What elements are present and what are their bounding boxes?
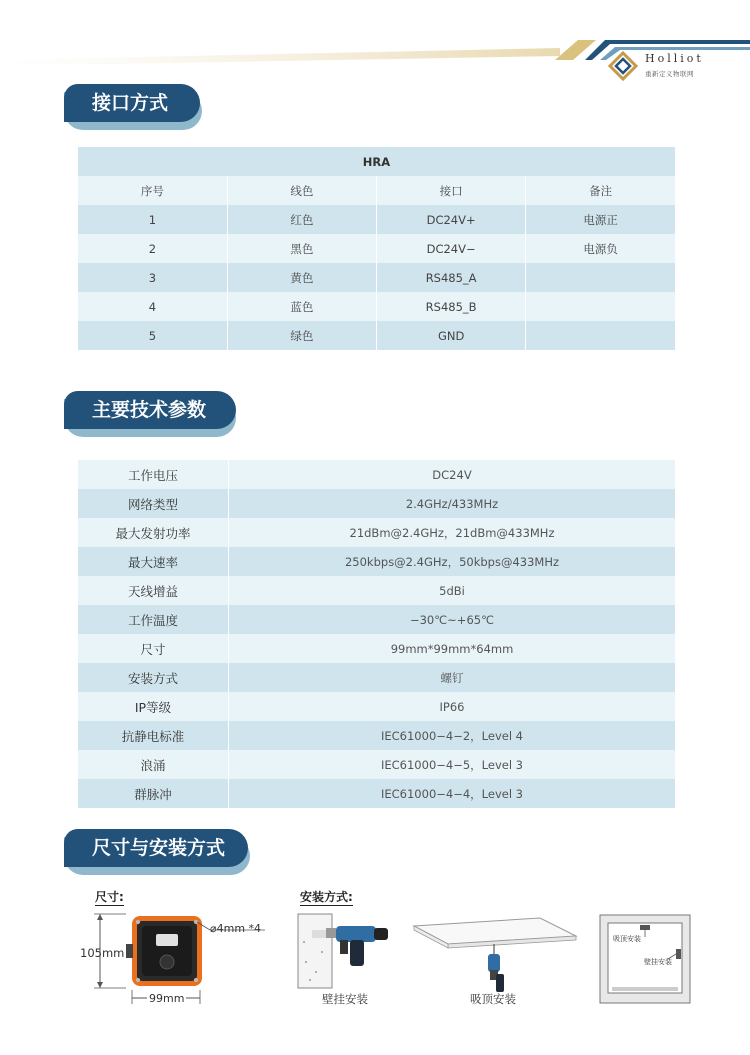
- table-cell: RS485_B: [377, 292, 526, 321]
- ceiling-mount-illustration: [410, 914, 580, 994]
- table-row: [78, 692, 675, 721]
- table-cell: 黄色: [227, 263, 376, 292]
- table-cell: 5: [78, 321, 227, 350]
- size-label: 尺寸:: [95, 890, 124, 904]
- table-cell: −30℃~+65℃: [229, 605, 676, 634]
- table-cell: [526, 263, 675, 292]
- table-cell: IEC61000−4−5，Level 3: [229, 750, 676, 779]
- table-cell: 尺寸: [78, 634, 229, 663]
- table-cell: DC24V+: [377, 205, 526, 234]
- table-cell: 4: [78, 292, 227, 321]
- table-cell: 21dBm@2.4GHz，21dBm@433MHz: [229, 518, 676, 547]
- table-cell: 5dBi: [229, 576, 676, 605]
- table-cell: 群脉冲: [78, 779, 229, 808]
- column-header: 备注: [526, 176, 675, 205]
- table-row: [78, 292, 675, 321]
- width-dimension: 99mm: [149, 992, 185, 1005]
- table-row: [78, 234, 675, 263]
- hole-dimension: ⌀4mm *4: [210, 922, 262, 935]
- table-row: [78, 634, 675, 663]
- table-cell: 工作电压: [78, 460, 229, 489]
- table-cell: 2.4GHz/433MHz: [229, 489, 676, 518]
- table-cell: IEC61000−4−2，Level 4: [229, 721, 676, 750]
- brand-tagline: 重新定义物联网: [645, 70, 694, 78]
- holliot-logo-icon: [608, 51, 638, 81]
- table-cell: 网络类型: [78, 489, 229, 518]
- table-cell: GND: [377, 321, 526, 350]
- table-cell: 1: [78, 205, 227, 234]
- table-cell: [526, 321, 675, 350]
- spec-table: [78, 460, 675, 808]
- table-cell: 2: [78, 234, 227, 263]
- table-row: [78, 263, 675, 292]
- table-cell: 抗静电标准: [78, 721, 229, 750]
- table-row: [78, 721, 675, 750]
- section-heading-install: 尺寸与安装方式: [64, 829, 252, 875]
- column-header: 线色: [227, 176, 376, 205]
- ceiling-mount-caption: 吸顶安装: [470, 992, 516, 1006]
- wall-mount-caption: 壁挂安装: [322, 992, 368, 1006]
- table-cell: 250kbps@2.4GHz，50kbps@433MHz: [229, 547, 676, 576]
- table-row: [78, 321, 675, 350]
- section-heading-interface: 接口方式: [64, 84, 204, 130]
- interface-table: [78, 147, 675, 350]
- table-cell: 电源正: [526, 205, 675, 234]
- table-cell: IEC61000−4−4，Level 3: [229, 779, 676, 808]
- diagram-ceiling-label: 吸顶安装: [613, 935, 641, 943]
- table-cell: 最大发射功率: [78, 518, 229, 547]
- table-cell: RS485_A: [377, 263, 526, 292]
- table-cell: 浪涌: [78, 750, 229, 779]
- brand-name: Holliot: [645, 52, 704, 65]
- table-cell: IP等级: [78, 692, 229, 721]
- install-method-label: 安装方式:: [300, 890, 353, 904]
- section-heading-specs: 主要技术参数: [64, 391, 240, 437]
- table-cell: 红色: [227, 205, 376, 234]
- table-row: [78, 460, 675, 489]
- column-header: 序号: [78, 176, 227, 205]
- table-row: [78, 489, 675, 518]
- height-dimension: 105mm: [80, 946, 125, 960]
- table-cell: 天线增益: [78, 576, 229, 605]
- table-row: [78, 750, 675, 779]
- column-header: 接口: [377, 176, 526, 205]
- table-cell: IP66: [229, 692, 676, 721]
- diagram-wall-label: 壁挂安装: [644, 958, 672, 966]
- table-cell: 黑色: [227, 234, 376, 263]
- table-row: [78, 576, 675, 605]
- table-cell: 绿色: [227, 321, 376, 350]
- wall-mount-illustration: [296, 912, 398, 990]
- table-cell: [526, 292, 675, 321]
- interface-table-title: HRA: [78, 147, 675, 176]
- table-row: [78, 779, 675, 808]
- table-cell: 电源负: [526, 234, 675, 263]
- table-row: [78, 663, 675, 692]
- table-cell: 蓝色: [227, 292, 376, 321]
- table-cell: DC24V: [229, 460, 676, 489]
- table-row: [78, 205, 675, 234]
- table-row: [78, 547, 675, 576]
- table-cell: DC24V−: [377, 234, 526, 263]
- table-row: [78, 518, 675, 547]
- table-cell: 3: [78, 263, 227, 292]
- table-cell: 工作温度: [78, 605, 229, 634]
- table-cell: 安装方式: [78, 663, 229, 692]
- table-row: [78, 605, 675, 634]
- table-cell: 最大速率: [78, 547, 229, 576]
- table-cell: 99mm*99mm*64mm: [229, 634, 676, 663]
- table-cell: 螺钉: [229, 663, 676, 692]
